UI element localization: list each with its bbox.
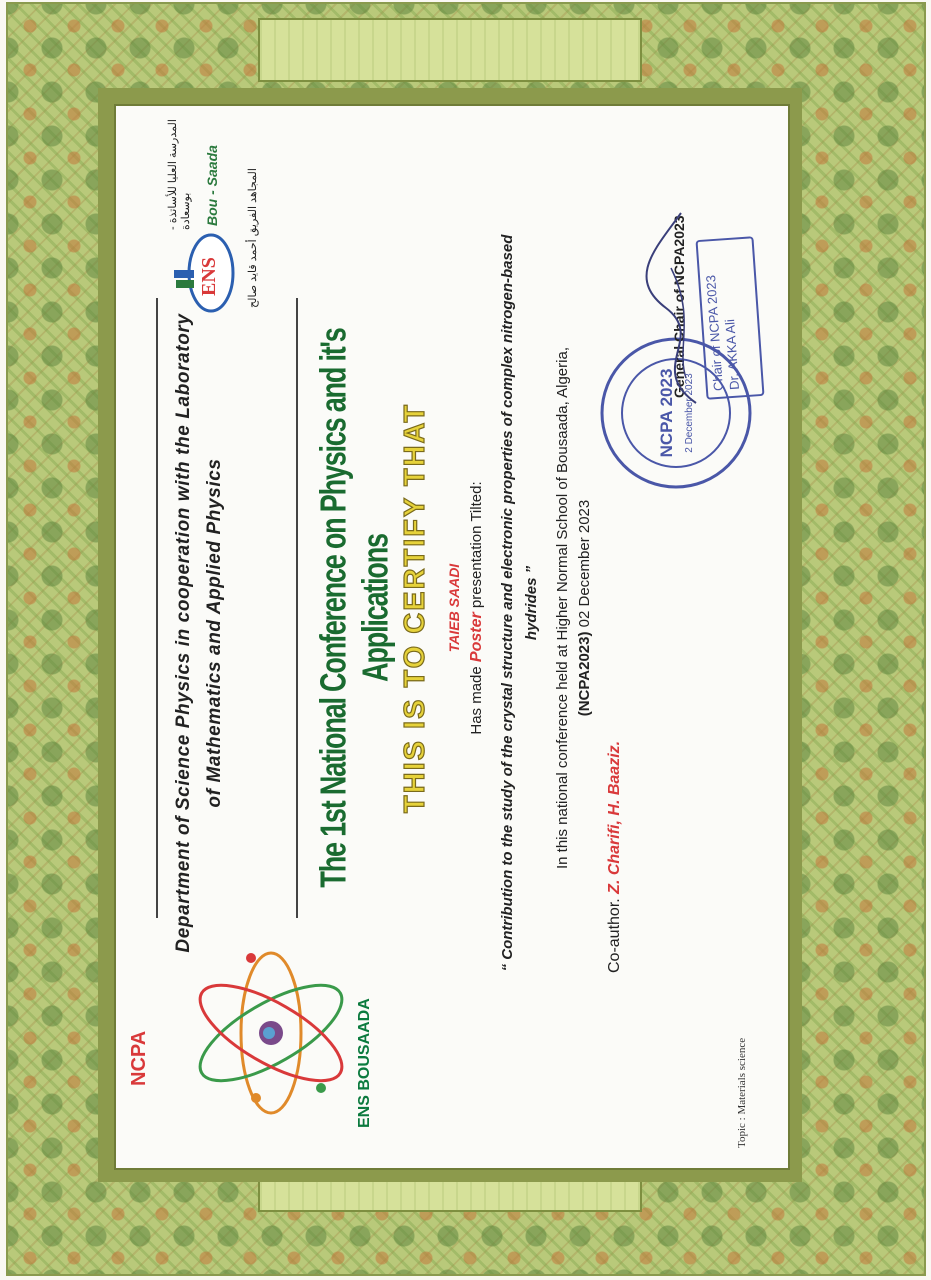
presentation-line <box>468 303 486 913</box>
stamp-date-text: 2 December 2023 <box>684 373 695 453</box>
presentation-type: Poster <box>468 612 485 663</box>
coauthor-names: Z. Charifi, H. Baaziz. <box>606 740 623 894</box>
date-code: (NCPA2023) <box>576 631 593 717</box>
department-heading: Department of Science Physics in cooperation with the Laboratory of Mathematics and Applied Physics <box>173 313 225 953</box>
date-text: 02 December 2023 <box>576 499 593 628</box>
top-rule <box>156 298 158 918</box>
rect-stamp-line2: Dr. AKKA Ali <box>722 318 743 391</box>
certificate-card <box>114 104 790 1170</box>
held-text: In this national conference held at Higher Normal School of Bousaada, Algeria, <box>554 347 571 869</box>
made-suffix: presentation Tilted: <box>468 481 485 609</box>
topic-label: Topic : Materials science <box>736 1037 748 1148</box>
conference-title: The 1st National Conference on Physics and it's Applications <box>313 328 396 888</box>
general-chair-label: General Chair of NCPA2023 <box>671 215 687 398</box>
ens-logo <box>146 118 266 318</box>
date-line <box>576 303 593 913</box>
ens-bousaada-label: ENS BOUSAADA <box>356 998 373 1128</box>
ens-arabic-bottom: المجاهد الفريق أحمد قايد صالح <box>247 168 259 308</box>
border-cartouche-top <box>258 18 642 82</box>
presentation-title: “ Contribution to the study of the crystal structure and electronic properties of complex nitrogen-based hydrides ” <box>499 234 540 972</box>
recipient-name: TAIEB SAADI <box>446 563 462 653</box>
stamp-center-text: NCPA 2023 <box>657 368 676 458</box>
rect-stamp-line1: Chair of NCPA 2023 <box>702 274 727 392</box>
rotated-content <box>116 106 788 1168</box>
ncpa-atom-logo <box>171 938 361 1128</box>
ncpa-acronym: NCPA <box>128 1030 150 1086</box>
ens-arabic-top: المدرسة العليا للأساتذة - بوسعادة <box>167 119 192 230</box>
signature <box>636 208 716 408</box>
coauthor-label: Co-author. <box>606 898 623 973</box>
made-prefix: Has made <box>468 666 485 735</box>
bottom-rule <box>296 298 298 918</box>
coauthor-line <box>606 741 624 973</box>
certify-heading: THIS IS TO CERTIFY THAT <box>399 402 431 814</box>
ens-acronym: ENS <box>198 257 220 296</box>
bou-saada-script: Bou - Saada <box>204 145 220 226</box>
